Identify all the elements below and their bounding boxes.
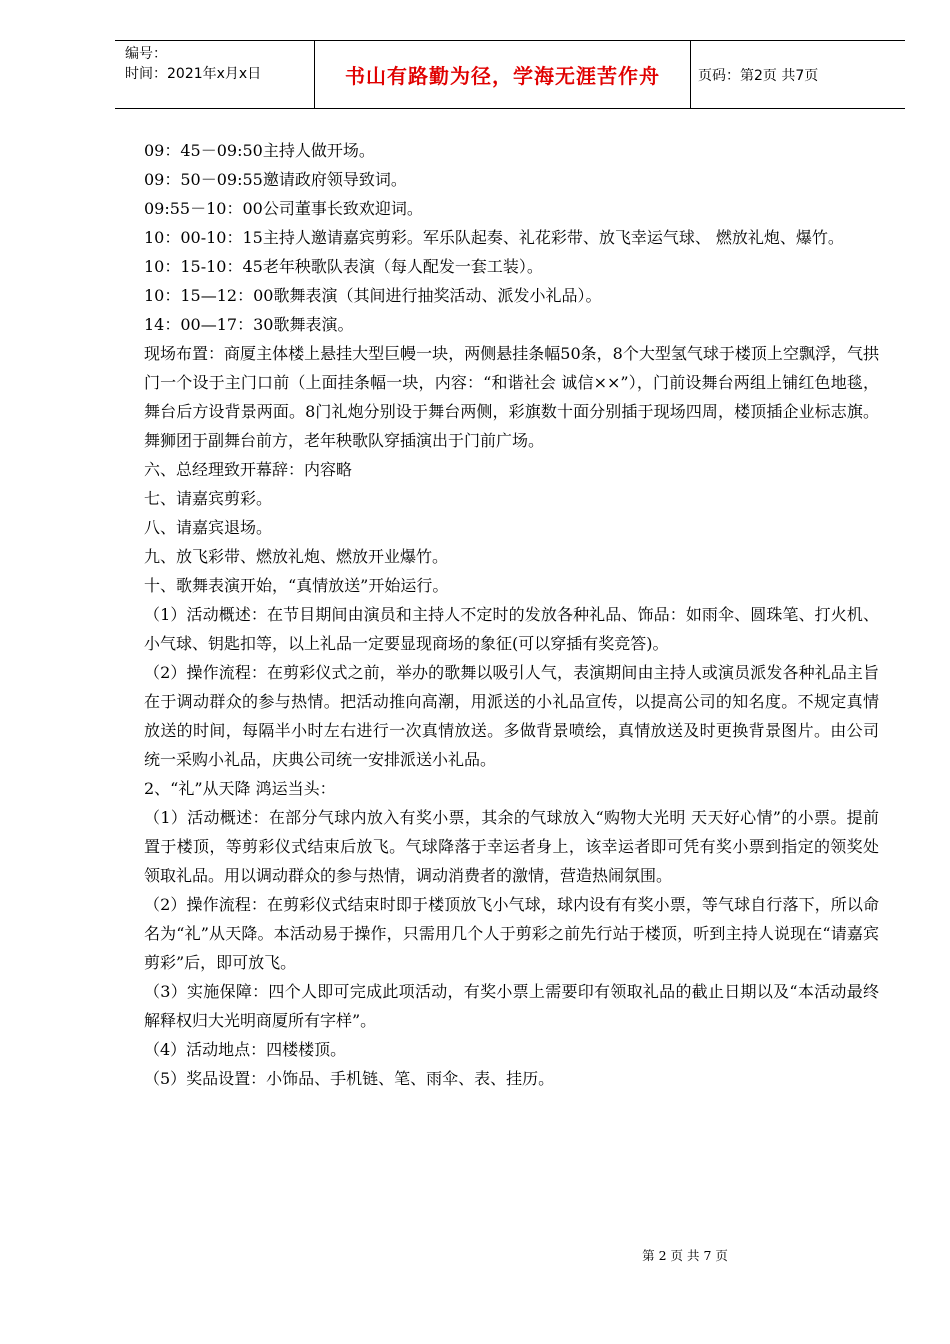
page-header [115,40,905,109]
paragraph: 现场布置：商厦主体楼上悬挂大型巨幔一块，两侧悬挂条幅50条，8个大型氢气球于楼顶上空飘浮，气拱门一个设于主门口前（上面挂条幅一块，内容：“和谐社会 诚信××”），门前设舞台两组上铺红色地毯，舞台后方设背景两面。8门礼炮分别设于舞台两侧，彩旗数十面分别插于现场四周，楼顶插企业标志旗。舞狮团于副舞台前方，老年秧歌队穿插演出于门前广场。 [144,344,879,450]
paragraph: 09：45－09:50主持人做开场。 [144,141,375,160]
header-motto-cell [315,41,691,108]
paragraph: （1）活动概述：在节目期间由演员和主持人不定时的发放各种礼品、饰品：如雨伞、圆珠笔、打火机、小气球、钥匙扣等，以上礼品一定要显现商场的象征(可以穿插有奖竞答)。 [144,605,879,653]
header-page-cell [690,41,905,108]
paragraph: 2、“礼”从天降 鸿运当头： [144,779,336,798]
paragraph: 09：50－09:55邀请政府领导致词。 [144,170,407,189]
paragraph: 九、放飞彩带、燃放礼炮、燃放开业爆竹。 [144,547,449,566]
header-page-label: 页码：第2页 共7页 [698,67,819,84]
paragraph: 10：15—12：00歌舞表演（其间进行抽奖活动、派发小礼品）。 [144,286,602,305]
paragraph: 七、请嘉宾剪彩。 [144,489,273,508]
time-label: 时间：2021年x月x日 [125,66,262,82]
header-meta [115,41,315,108]
paragraph: （4）活动地点：四楼楼顶。 [144,1040,347,1059]
paragraph: 09:55－10：00公司董事长致欢迎词。 [144,199,423,218]
paragraph: （5）奖品设置：小饰品、手机链、笔、雨伞、表、挂历。 [144,1069,555,1088]
paragraph: 14：00—17：30歌舞表演。 [144,315,354,334]
paragraph: 10：00-10：15主持人邀请嘉宾剪彩。军乐队起奏、礼花彩带、放飞幸运气球、 燃放礼炮、爆竹。 [144,228,844,247]
serial-label: 编号： [125,46,167,62]
paragraph: （2）操作流程：在剪彩仪式之前，举办的歌舞以吸引人气，表演期间由主持人或演员派发各种礼品主旨在于调动群众的参与热情。把活动推向高潮，用派送的小礼品宣传，以提高公司的知名度。不规定真情放送的时间，每隔半小时左右进行一次真情放送。多做背景喷绘，真情放送及时更换背景图片。由公司统一采购小礼品，庆典公司统一安排派送小礼品。 [144,663,879,769]
paragraph: 10：15-10：45老年秧歌队表演（每人配发一套工装）。 [144,257,543,276]
paragraph: （3）实施保障：四个人即可完成此项活动，有奖小票上需要印有领取礼品的截止日期以及“本活动最终解释权归大光明商厦所有字样”。 [144,982,879,1030]
footer-page-number: 第 2 页 共 7 页 [642,1248,728,1263]
paragraph: 六、总经理致开幕辞：内容略 [144,460,353,479]
paragraph: 十、歌舞表演开始，“真情放送”开始运行。 [144,576,449,595]
header-motto: 书山有路勤为径，学海无涯苦作舟 [345,64,660,88]
paragraph: 八、请嘉宾退场。 [144,518,273,537]
paragraph: （2）操作流程：在剪彩仪式结束时即于楼顶放飞小气球，球内设有有奖小票，等气球自行落下，所以命名为“礼”从天降。本活动易于操作，只需用几个人于剪彩之前先行站于楼顶，听到主持人说现在“请嘉宾剪彩”后，即可放飞。 [144,895,879,972]
paragraph: （1）活动概述：在部分气球内放入有奖小票，其余的气球放入“购物大光明 天天好心情”的小票。提前置于楼顶，等剪彩仪式结束后放飞。气球降落于幸运者身上，该幸运者即可凭有奖小票到指定的领奖处领取礼品。用以调动群众的参与热情，调动消费者的激情，营造热闹氛围。 [144,808,879,885]
document-body [144,136,879,1093]
page-footer [0,1246,950,1264]
